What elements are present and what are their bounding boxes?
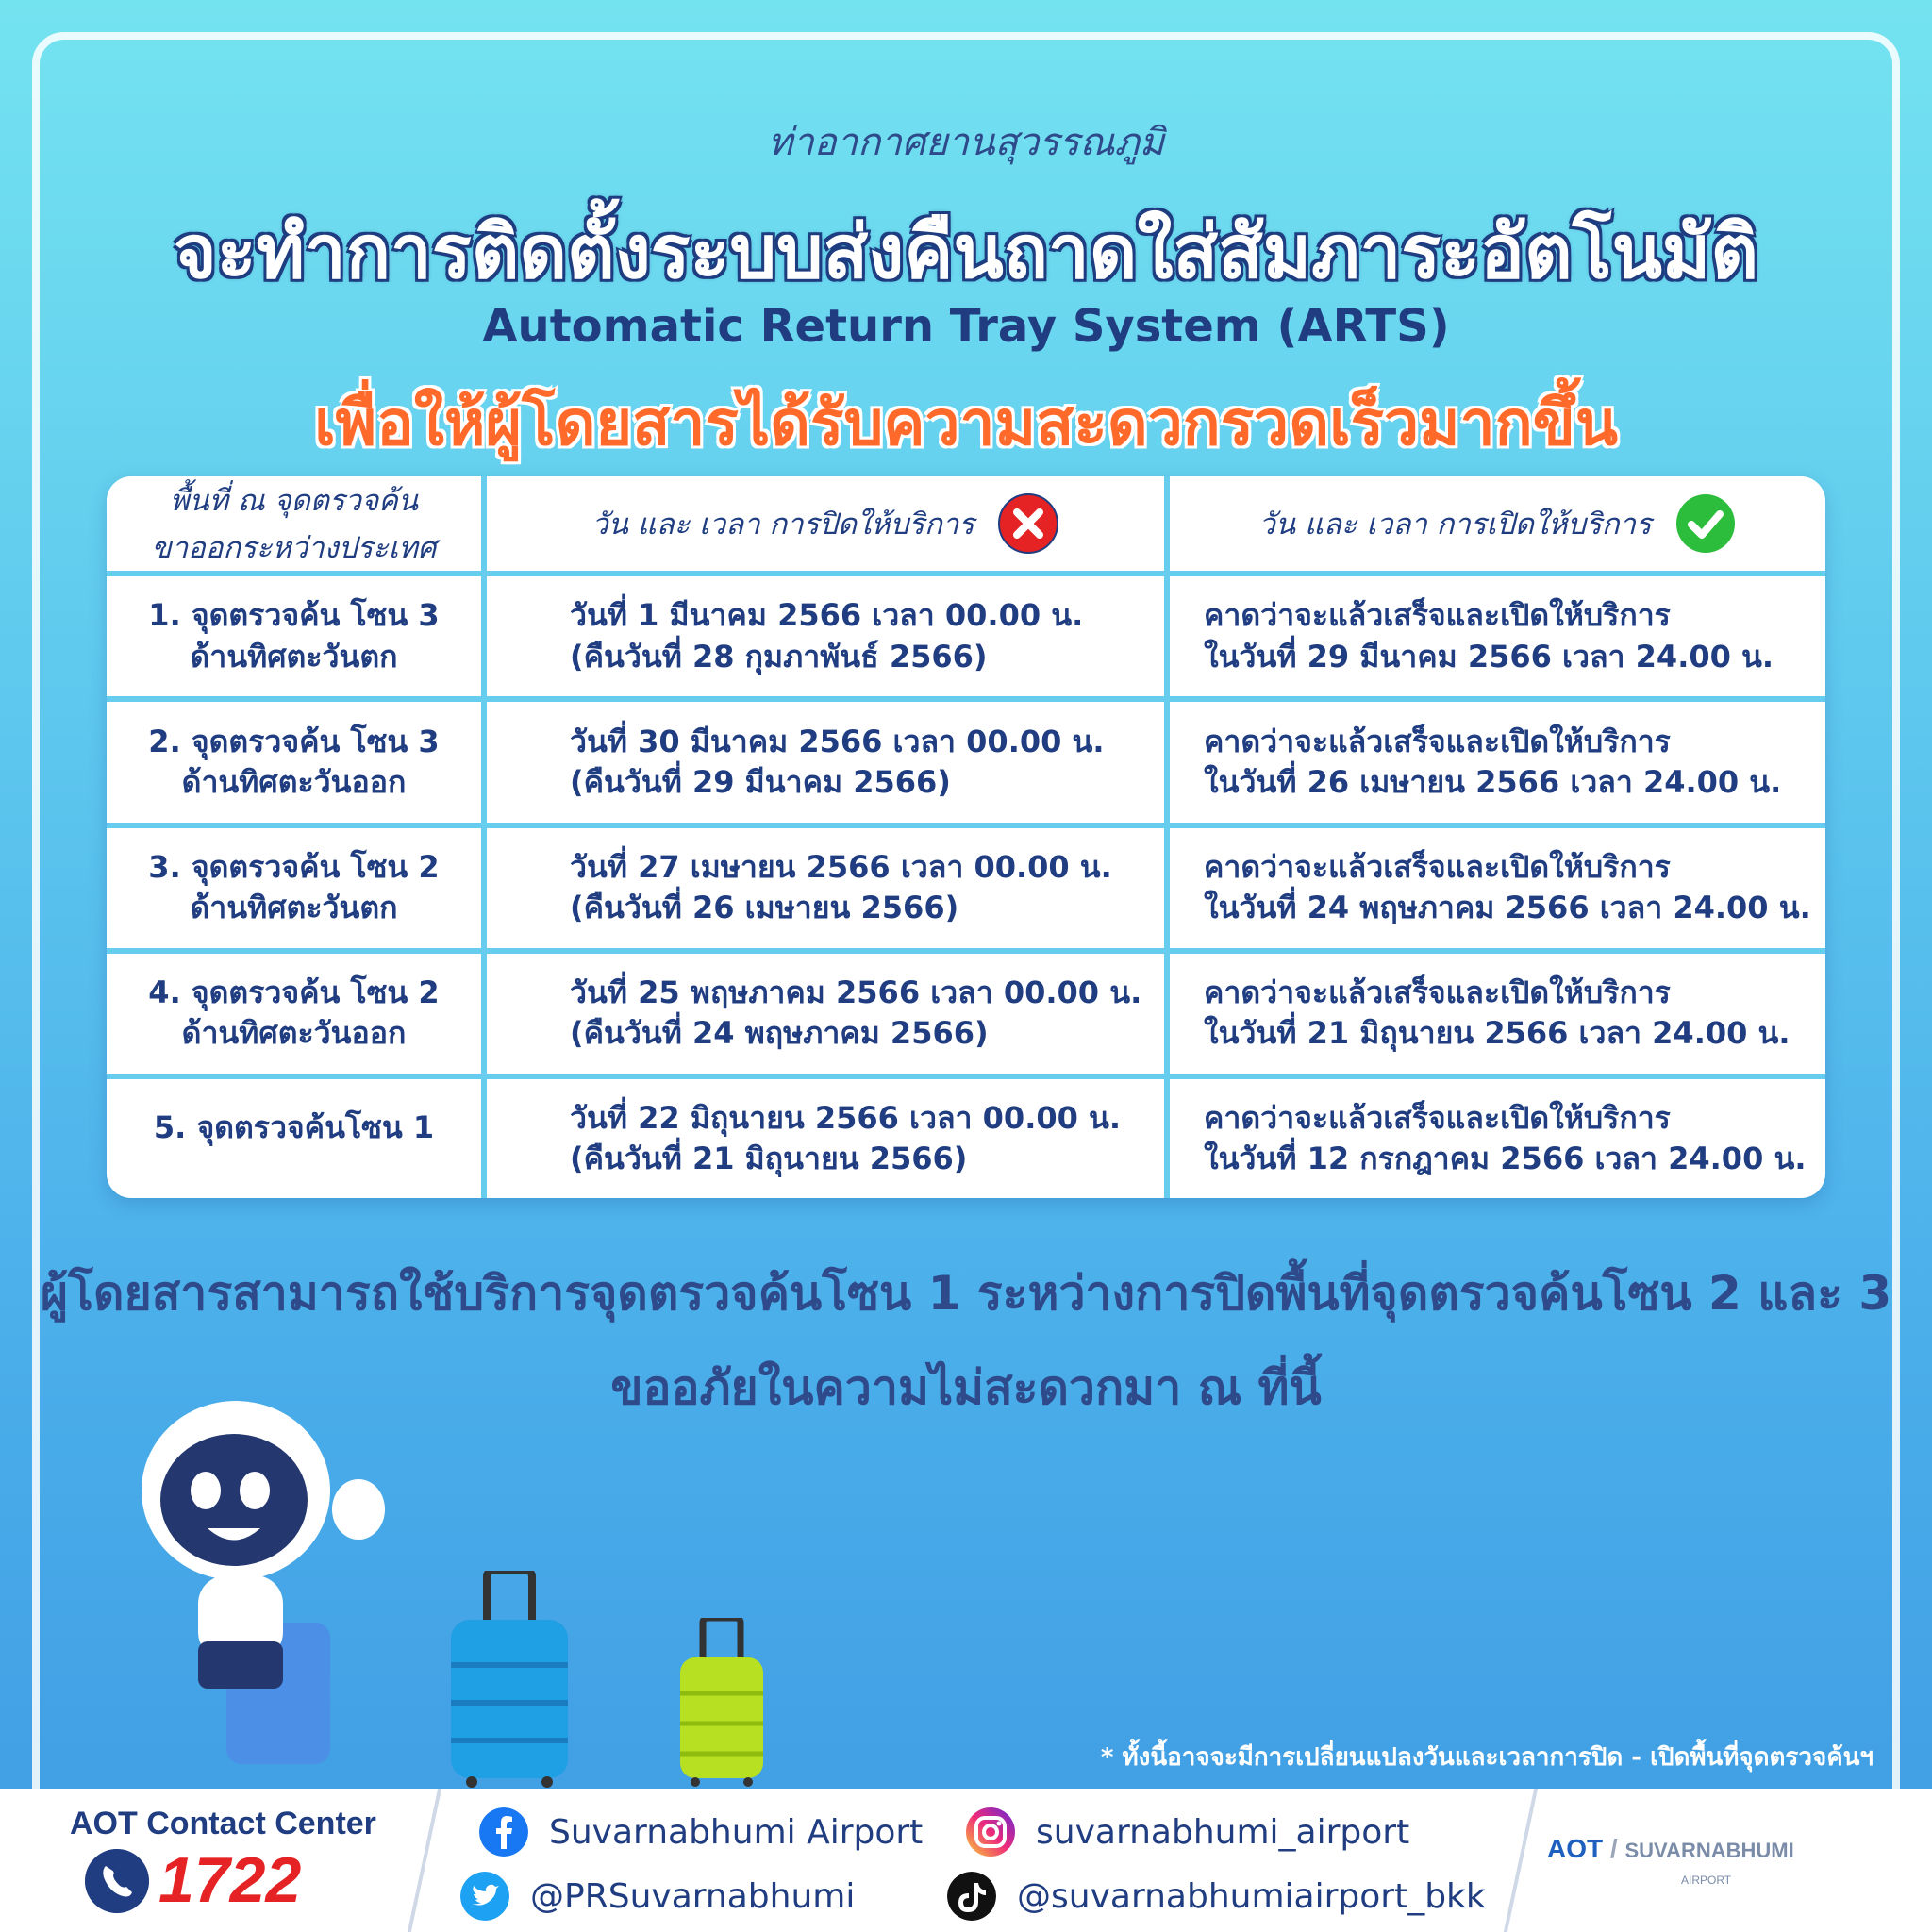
tiktok-link[interactable]: @suvarnabhumiairport_bkk <box>947 1872 1486 1921</box>
table-row <box>107 825 1825 951</box>
airport-logo-sub: AIRPORT <box>1681 1874 1732 1887</box>
check-circle-icon <box>1674 492 1737 555</box>
facebook-link[interactable]: Suvarnabhumi Airport <box>479 1807 923 1857</box>
apology-text: ขออภัยในความไม่สะดวกมา ณ ที่นี้ <box>610 1360 1322 1415</box>
open-cell: คาดว่าจะแล้วเสร็จและเปิดให้บริการ ในวันที่ 26 เมษายน 2566 เวลา 24.00 น. <box>1167 699 1825 824</box>
header-area: พื้นที่ ณ จุดตรวจค้น ขาออกระหว่างประเทศ <box>107 476 484 574</box>
closed-cell: วันที่ 25 พฤษภาคม 2566 เวลา 00.00 น. (คืนวันที่ 24 พฤษภาคม 2566) <box>484 951 1167 1076</box>
green-suitcase <box>675 1618 769 1788</box>
footer-divider <box>408 1789 441 1932</box>
closed-cell: วันที่ 1 มีนาคม 2566 เวลา 00.00 น. (คืนวันที่ 28 กุมภาพันธ์ 2566) <box>484 574 1167 699</box>
airport-name: ท่าอากาศยานสุวรรณภูมิ <box>767 121 1165 164</box>
twitter-icon <box>460 1872 509 1921</box>
table-row <box>107 1076 1825 1198</box>
open-cell: คาดว่าจะแล้วเสร็จและเปิดให้บริการ ในวันที่ 12 กรกฎาคม 2566 เวลา 24.00 น. <box>1167 1076 1825 1198</box>
instagram-link[interactable]: suvarnabhumi_airport <box>966 1807 1409 1857</box>
table-header-row <box>107 476 1825 574</box>
header-open: วัน และ เวลา การเปิดให้บริการ <box>1167 476 1825 574</box>
blue-suitcase <box>443 1571 575 1788</box>
disclaimer: * ทั้งนี้อาจจะมีการเปลี่ยนแปลงวันและเวลาการปิด - เปิดพื้นที่จุดตรวจค้นฯ <box>1100 1743 1874 1772</box>
schedule-table <box>107 476 1825 1198</box>
facebook-icon <box>479 1807 528 1857</box>
tiktok-icon <box>947 1872 996 1921</box>
tagline: เพื่อให้ผู้โดยสารได้รับความสะดวกรวดเร็วมากขึ้น <box>314 387 1618 459</box>
notice-text: ผู้โดยสารสามารถใช้บริการจุดตรวจค้นโซน 1 ระหว่างการปิดพื้นที่จุดตรวจค้นโซน 2 และ 3 <box>40 1266 1892 1321</box>
twitter-link[interactable]: @PRSuvarnabhumi <box>460 1872 855 1921</box>
aot-logo: AOT / SUVARNABHUMI <box>1547 1834 1794 1863</box>
area-cell: 3. จุดตรวจค้น โซน 2 ด้านทิศตะวันตก <box>107 825 484 951</box>
page-title-english: Automatic Return Tray System (ARTS) <box>482 300 1450 353</box>
contact-center-label: AOT Contact Center <box>70 1806 376 1841</box>
open-cell: คาดว่าจะแล้วเสร็จและเปิดให้บริการ ในวันที่ 24 พฤษภาคม 2566 เวลา 24.00 น. <box>1167 825 1825 951</box>
page-title: จะทำการติดตั้งระบบส่งคืนถาดใส่สัมภาระอัตโนมัติ <box>174 210 1758 295</box>
area-cell: 2. จุดตรวจค้น โซน 3 ด้านทิศตะวันออก <box>107 699 484 824</box>
mascot-illustration <box>123 1387 406 1783</box>
table-row <box>107 951 1825 1076</box>
footer-divider <box>1504 1789 1538 1932</box>
instagram-icon <box>966 1807 1015 1857</box>
table-row <box>107 574 1825 699</box>
phone-icon <box>85 1849 149 1913</box>
contact-phone-number[interactable]: 1722 <box>158 1844 302 1916</box>
closed-cell: วันที่ 27 เมษายน 2566 เวลา 00.00 น. (คืนวันที่ 26 เมษายน 2566) <box>484 825 1167 951</box>
area-cell: 5. จุดตรวจค้นโซน 1 <box>107 1076 484 1198</box>
area-cell: 4. จุดตรวจค้น โซน 2 ด้านทิศตะวันออก <box>107 951 484 1076</box>
closed-cell: วันที่ 30 มีนาคม 2566 เวลา 00.00 น. (คืนวันที่ 29 มีนาคม 2566) <box>484 699 1167 824</box>
closed-cell: วันที่ 22 มิถุนายน 2566 เวลา 00.00 น. (คืนวันที่ 21 มิถุนายน 2566) <box>484 1076 1167 1198</box>
footer <box>0 1789 1932 1932</box>
x-circle-icon <box>997 492 1059 555</box>
area-cell: 1. จุดตรวจค้น โซน 3 ด้านทิศตะวันตก <box>107 574 484 699</box>
table-row <box>107 699 1825 824</box>
open-cell: คาดว่าจะแล้วเสร็จและเปิดให้บริการ ในวันที่ 21 มิถุนายน 2566 เวลา 24.00 น. <box>1167 951 1825 1076</box>
open-cell: คาดว่าจะแล้วเสร็จและเปิดให้บริการ ในวันที่ 29 มีนาคม 2566 เวลา 24.00 น. <box>1167 574 1825 699</box>
header-closed: วัน และ เวลา การปิดให้บริการ <box>484 476 1167 574</box>
